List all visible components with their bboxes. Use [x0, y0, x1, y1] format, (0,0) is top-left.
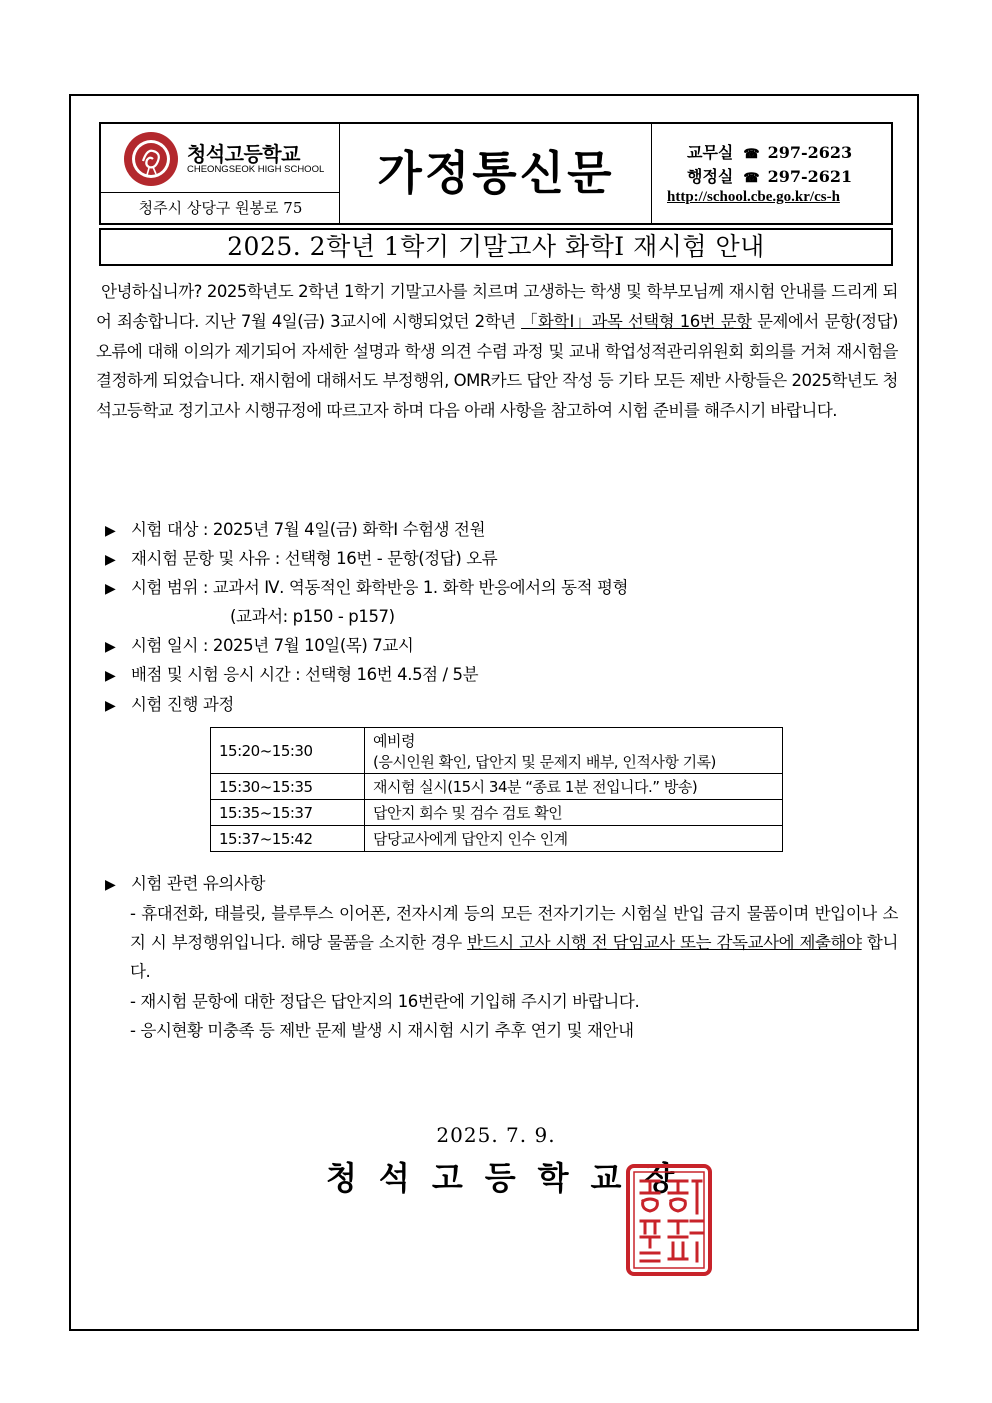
schedule-time: 15:30~15:35: [211, 774, 365, 800]
phone-icon: ☎: [743, 147, 760, 162]
contact-label: 행정실: [687, 167, 734, 186]
school-name-english: CHEONGSEOK HIGH SCHOOL: [187, 164, 325, 175]
school-name: 청석고등학교: [187, 142, 300, 166]
document-title: 가정통신문: [377, 146, 615, 200]
table-row: [211, 800, 783, 826]
note-answer-sheet: - 재시험 문항에 대한 정답은 답안지의 16번란에 기입해 주시기 바랍니다.: [130, 992, 640, 1011]
school-address: 청주시 상당구 원봉로 75: [138, 199, 303, 217]
school-website-link[interactable]: http://school.cbe.go.kr/cs-h: [667, 189, 840, 205]
contact-admin-office: [687, 164, 852, 187]
triangle-bullet-icon: ▶: [105, 552, 116, 568]
issue-date: 2025. 7. 9.: [436, 1123, 556, 1147]
notice-subject: 2025. 2학년 1학기 기말고사 화학Ⅰ 재시험 안내: [99, 228, 893, 266]
table-row: [211, 774, 783, 800]
schedule-desc: 담당교사에게 답안지 인수 인계: [365, 826, 783, 852]
note-electronics: - 휴대전화, 태블릿, 블루투스 이어폰, 전자시계 등의 모든 전자기기는 시험실 반입 금지 물품이며 반입이나 소지 시 부정행위입니다. 해당 물품을 소지한 경우 반드시 고사 시행 전 담임교사 또는 감독교사에 제출해야 합니다.: [130, 904, 899, 981]
triangle-bullet-icon: ▶: [105, 523, 116, 539]
letterhead: [99, 122, 893, 225]
bullet-exam-notes: ▶ 시험 관련 유의사항: [105, 874, 266, 893]
school-logo-row: [101, 124, 340, 193]
note-underlined-text: 반드시 고사 시행 전 담임교사 또는 감독교사에 제출해야: [467, 933, 862, 952]
contact-cell: [652, 124, 891, 223]
triangle-bullet-icon: ▶: [105, 668, 116, 684]
schedule-time: 15:35~15:37: [211, 800, 365, 826]
contact-number: 297-2621: [767, 167, 853, 186]
intro-text-1: 안녕하십니까? 2025학년도 2학년 1학기 기말고사를 치르며 고생하는 학생 및 학부모님께 재시험 안내를 드리게 되어 죄송합니다. 지난 7월 4일(금) 3교시에 시행되었던 2학년: [96, 282, 898, 331]
school-info-cell: [101, 124, 340, 223]
bullet-retest-item: ▶ 재시험 문항 및 사유 : 선택형 16번 - 문항(정답) 오류: [105, 549, 498, 568]
contact-academic-office: [687, 140, 852, 163]
principal-signature-line: 청석고등학교장: [326, 1159, 697, 1197]
schedule-time: 15:20~15:30: [211, 728, 365, 774]
schedule-desc: 재시험 실시(15시 34분 “종료 1분 전입니다.” 방송): [365, 774, 783, 800]
triangle-bullet-icon: ▶: [105, 877, 116, 893]
schedule-desc: 예비령 (응시인원 확인, 답안지 및 문제지 배부, 인적사항 기록): [365, 728, 783, 774]
schedule-time: 15:37~15:42: [211, 826, 365, 852]
note-postponement: - 응시현황 미충족 등 제반 문제 발생 시 재시험 시기 추후 연기 및 재안내: [130, 1021, 634, 1040]
bullet-exam-process: ▶ 시험 진행 과정: [105, 695, 234, 714]
schedule-desc: 답안지 회수 및 검수 검토 확인: [365, 800, 783, 826]
bullet-exam-scope: ▶ 시험 범위 : 교과서 Ⅳ. 역동적인 화학반응 1. 화학 반응에서의 동적 평형: [105, 578, 629, 597]
table-row: [211, 728, 783, 774]
bullet-score-time: ▶ 배점 및 시험 응시 시간 : 선택형 16번 4.5점 / 5분: [105, 665, 479, 684]
school-emblem-icon: [123, 131, 179, 187]
intro-paragraph: [96, 277, 898, 426]
intro-underlined-text: 「화학Ⅰ」과목 선택형 16번 문항: [521, 311, 752, 331]
triangle-bullet-icon: ▶: [105, 581, 116, 597]
bullet-exam-target: ▶ 시험 대상 : 2025년 7월 4일(금) 화학Ⅰ 수험생 전원: [105, 520, 486, 539]
contact-label: 교무실: [687, 143, 734, 162]
phone-icon: ☎: [743, 171, 760, 186]
title-cell: [340, 124, 652, 223]
triangle-bullet-icon: ▶: [105, 639, 116, 655]
contact-number: 297-2623: [767, 143, 853, 162]
intro-text-2: 문제에서 문항(정답)오류에 대해 이의가 제기되어 자세한 설명과 학생 의견 수렴 과정 및 교내 학업성적관리위원회 회의를 거쳐 재시험을 결정하게 되었습니다. 재시험에 대해서도 부정행위, OMR카드 답안 작성 등 기타 모든 제반 사항들은 2025학년도 청석고등학교 정기고사 시행규정에 따르고자 하며 다음 아래 사항을 참고하여 시험 준비를 해주시기 바랍니다.: [96, 311, 898, 421]
official-seal-icon: [625, 1163, 713, 1277]
exam-schedule-table: [210, 727, 783, 852]
bullet-exam-datetime: ▶ 시험 일시 : 2025년 7월 10일(목) 7교시: [105, 636, 414, 655]
exam-scope-pages: (교과서: p150 - p157): [230, 607, 395, 626]
table-row: [211, 826, 783, 852]
triangle-bullet-icon: ▶: [105, 698, 116, 714]
